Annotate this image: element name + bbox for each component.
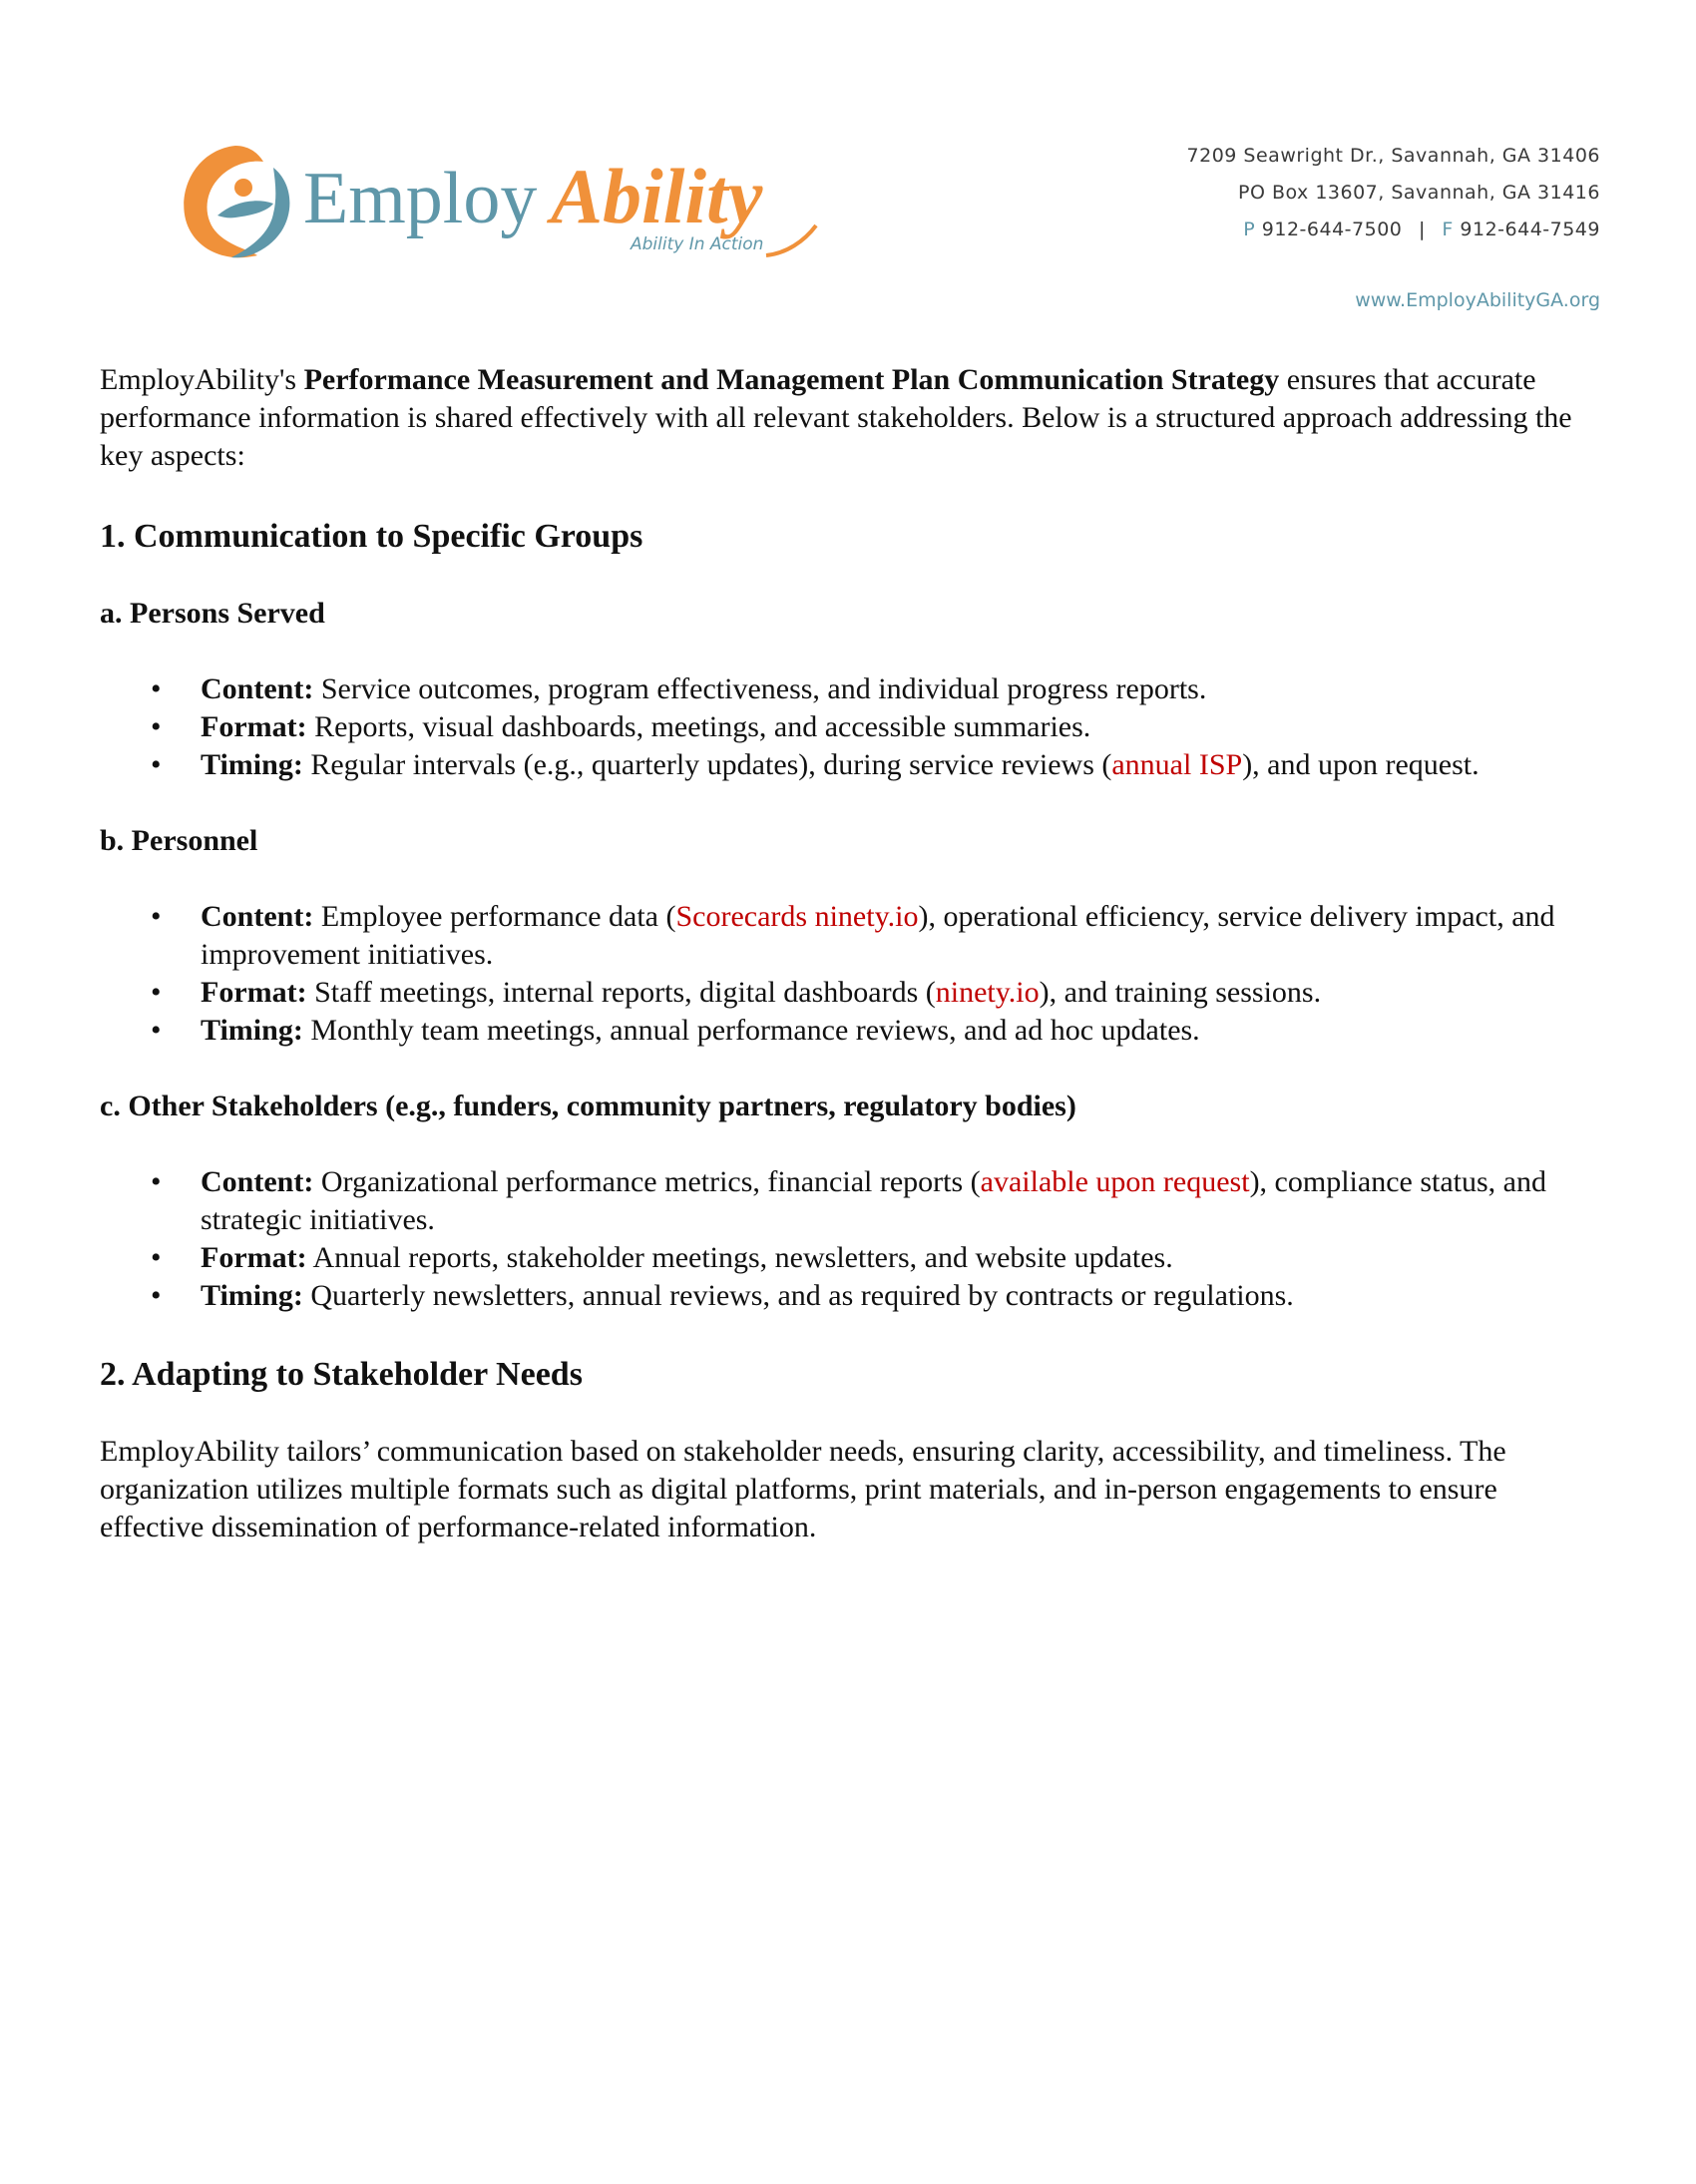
list-item: • Format: Staff meetings, internal reports, digital dashboards (ninety.io), and training sessions. (151, 976, 1322, 1009)
fax-label: F (1442, 218, 1454, 240)
subsection-a-heading: a. Persons Served (100, 597, 325, 630)
subsection-c-heading: c. Other Stakeholders (e.g., funders, community partners, regulatory bodies) (100, 1090, 1076, 1122)
list-item: • Timing: Quarterly newsletters, annual reviews, and as required by contracts or regulations. (151, 1279, 1294, 1312)
personnel-list (100, 898, 1596, 1050)
subsection-b-heading: b. Personnel (100, 824, 258, 857)
document-body (100, 361, 1596, 1546)
fax-number: 912-644-7549 (1460, 218, 1600, 240)
section-2-heading: 2. Adapting to Stakeholder Needs (100, 1356, 583, 1393)
section-1-heading: 1. Communication to Specific Groups (100, 518, 643, 555)
logo-text-employ: Employ (303, 158, 538, 239)
strategy-title-bold: Performance Measurement and Management Plan Communication Strategy (303, 363, 1280, 396)
phone-fax-line (1187, 212, 1600, 248)
persons-served-list (100, 670, 1596, 784)
list-item: • Content: Organizational performance metrics, financial reports (available upon request), compliance status, and strategic initiatives. (151, 1165, 1546, 1236)
employability-logo (178, 138, 836, 267)
logo-text-ability: Ability (551, 153, 763, 239)
ninety-io-highlight: ninety.io (935, 976, 1040, 1009)
list-item: • Content: Service outcomes, program effectiveness, and individual progress reports. (151, 672, 1207, 705)
section-2-paragraph: EmployAbility tailors’ communication based on stakeholder needs, ensuring clarity, accessibility, and timeliness. The organization utilizes multiple formats such as digital platforms, print materials, and in-person engagements to ensure effective dissemination of performance-related information. (100, 1435, 1506, 1543)
available-upon-request-highlight: available upon request (980, 1165, 1250, 1198)
phone-label: P (1243, 218, 1256, 240)
website-link[interactable]: www.EmployAbilityGA.org (1355, 289, 1600, 311)
address-po-box: PO Box 13607, Savannah, GA 31416 (1238, 182, 1600, 204)
scorecards-highlight: Scorecards ninety.io (675, 900, 919, 933)
contact-info (1187, 138, 1600, 248)
list-item: • Format: Annual reports, stakeholder meetings, newsletters, and website updates. (151, 1241, 1173, 1274)
address-street: 7209 Seawright Dr., Savannah, GA 31406 (1186, 145, 1600, 167)
list-item: • Timing: Monthly team meetings, annual performance reviews, and ad hoc updates. (151, 1014, 1200, 1047)
list-item: • Timing: Regular intervals (e.g., quarterly updates), during service reviews (annual ISP), and upon request. (151, 748, 1480, 781)
annual-isp-highlight: annual ISP (1111, 748, 1243, 781)
list-item: • Content: Employee performance data (Scorecards ninety.io), operational efficiency, service delivery impact, and improvement initiatives. (151, 900, 1555, 971)
logo-emblem-icon (184, 146, 289, 257)
list-item: • Format: Reports, visual dashboards, meetings, and accessible summaries. (151, 710, 1091, 743)
contact-separator: | (1418, 218, 1426, 240)
intro-paragraph: EmployAbility's Performance Measurement and Management Plan Communication Strategy ensures that accurate performance information is shared effectively with all relevant stakeholders. Below is a structured approach addressing the key aspects: (100, 363, 1572, 472)
other-stakeholders-list (100, 1163, 1596, 1315)
logo-tagline: Ability In Action (631, 234, 764, 254)
phone-number: 912-644-7500 (1261, 218, 1403, 240)
